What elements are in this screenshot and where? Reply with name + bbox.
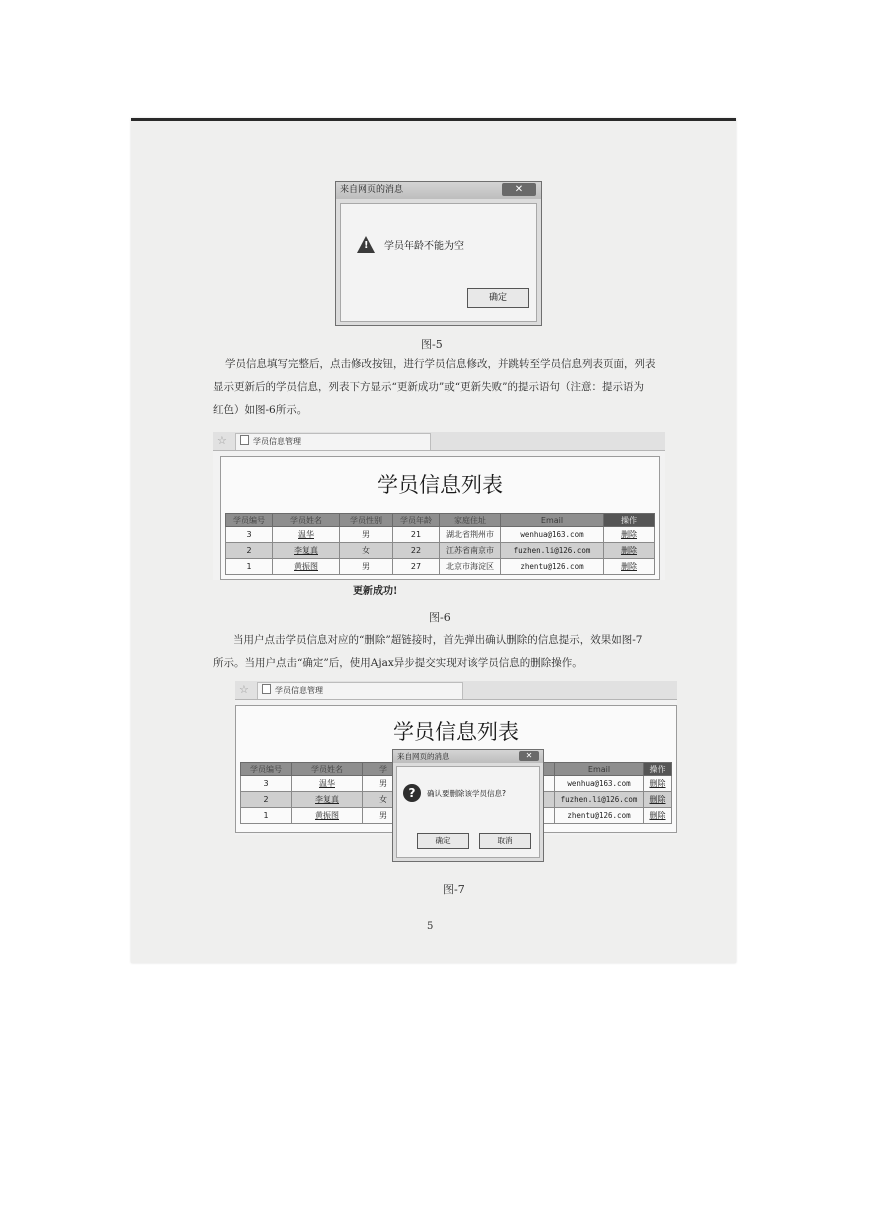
browser-tab[interactable] (257, 682, 463, 699)
warning-icon: ! (357, 236, 375, 253)
figure-7-caption: 图-7 (443, 883, 465, 896)
dialog-title: 来自网页的消息 (340, 185, 404, 195)
column-header: 学员性别 (340, 514, 393, 527)
ok-button[interactable]: 确定 (417, 833, 469, 849)
column-header: 操作 (604, 514, 655, 527)
star-icon[interactable]: ☆ (217, 434, 227, 447)
table-cell: 27 (393, 559, 440, 575)
table-cell: 2 (241, 792, 292, 808)
cancel-button[interactable]: 取消 (479, 833, 531, 849)
table-cell: 男 (340, 527, 393, 543)
text-line: 显示更新后的学员信息，列表下方显示“更新成功”或“更新失败”的提示语句（注意：提示语为 (213, 381, 644, 393)
table-cell: 北京市海淀区 (440, 559, 501, 575)
browser-tabbar (213, 432, 665, 451)
table-row (226, 527, 655, 543)
table-cell: 1 (226, 559, 273, 575)
table-cell: zhentu@126.com (555, 808, 644, 824)
delete-link[interactable]: 删除 (604, 527, 655, 543)
table-cell: 3 (241, 776, 292, 792)
browser-tabbar (235, 681, 677, 700)
figure-5-caption: 图-5 (421, 338, 443, 351)
update-status-message: 更新成功! (353, 586, 398, 597)
ok-button[interactable]: 确定 (467, 288, 529, 308)
text-line: 学员信息填写完整后，点击修改按钮，进行学员信息修改，并跳转至学员信息列表页面，列表 (225, 358, 656, 370)
dialog-title: 来自网页的消息 (397, 752, 450, 761)
browser-tab[interactable] (235, 433, 431, 450)
column-header: 学员姓名 (292, 763, 363, 776)
table-cell: 女 (363, 792, 404, 808)
figure-6-caption: 图-6 (429, 611, 451, 624)
document-page (131, 118, 736, 963)
close-icon[interactable]: ✕ (519, 751, 539, 761)
dialog-body (340, 203, 537, 322)
delete-link[interactable]: 删除 (644, 808, 672, 824)
table-row (226, 559, 655, 575)
table-cell: 男 (340, 559, 393, 575)
paragraph-2 (213, 629, 683, 675)
column-header: 操作 (644, 763, 672, 776)
table-header-row (226, 514, 655, 527)
table-cell: 3 (226, 527, 273, 543)
student-table (225, 513, 655, 575)
column-header: 学员年龄 (393, 514, 440, 527)
page-title: 学员信息列表 (393, 720, 519, 744)
page-frame (220, 456, 660, 580)
table-cell: fuzhen.li@126.com (555, 792, 644, 808)
table-cell: wenhua@163.com (555, 776, 644, 792)
dialog-message: 确认要删除该学员信息? (427, 789, 506, 798)
confirm-dialog (392, 749, 544, 862)
student-name-link[interactable]: 温华 (273, 527, 340, 543)
delete-link[interactable]: 删除 (604, 543, 655, 559)
table-cell: zhentu@126.com (501, 559, 604, 575)
tab-title: 学员信息管理 (275, 686, 323, 695)
delete-link[interactable]: 删除 (644, 776, 672, 792)
column-header: 学员编号 (226, 514, 273, 527)
table-cell: 男 (363, 808, 404, 824)
delete-link[interactable]: 删除 (644, 792, 672, 808)
table-row (226, 543, 655, 559)
table-cell: 21 (393, 527, 440, 543)
student-name-link[interactable]: 李复真 (292, 792, 363, 808)
student-name-link[interactable]: 黄振图 (292, 808, 363, 824)
paragraph-1 (213, 353, 683, 422)
text-line: 当用户点击学员信息对应的“删除”超链接时，首先弹出确认删除的信息提示，效果如图-7 (233, 634, 643, 646)
tab-title: 学员信息管理 (253, 437, 301, 446)
close-icon[interactable]: ✕ (502, 183, 536, 196)
table-cell: fuzhen.li@126.com (501, 543, 604, 559)
table-cell: 女 (340, 543, 393, 559)
page-number: 5 (427, 921, 434, 932)
table-cell: 1 (241, 808, 292, 824)
table-cell: 湖北省荆州市 (440, 527, 501, 543)
question-icon: ? (403, 784, 421, 802)
table-cell: 2 (226, 543, 273, 559)
page-title: 学员信息列表 (377, 473, 503, 497)
page-icon (240, 435, 249, 445)
column-header: 学员编号 (241, 763, 292, 776)
student-name-link[interactable]: 李复真 (273, 543, 340, 559)
browser-screenshot-fig6 (213, 432, 665, 580)
delete-link[interactable]: 删除 (604, 559, 655, 575)
page-icon (262, 684, 271, 694)
dialog-body (396, 766, 540, 858)
table-cell: wenhua@163.com (501, 527, 604, 543)
text-line: 所示。当用户点击“确定”后，使用Ajax异步提交实现对该学员信息的删除操作。 (213, 657, 583, 669)
column-header: Email (501, 514, 604, 527)
student-name-link[interactable]: 温华 (292, 776, 363, 792)
column-header: 学员姓名 (273, 514, 340, 527)
dialog-message: 学员年龄不能为空 (384, 241, 464, 252)
alert-dialog (335, 181, 542, 326)
column-header: 家庭住址 (440, 514, 501, 527)
table-cell: 男 (363, 776, 404, 792)
column-header: Email (555, 763, 644, 776)
table-cell: 22 (393, 543, 440, 559)
column-header: 学 (363, 763, 404, 776)
star-icon[interactable]: ☆ (239, 683, 249, 696)
table-cell: 江苏省南京市 (440, 543, 501, 559)
student-name-link[interactable]: 黄振图 (273, 559, 340, 575)
text-line: 红色）如图-6所示。 (213, 404, 308, 416)
